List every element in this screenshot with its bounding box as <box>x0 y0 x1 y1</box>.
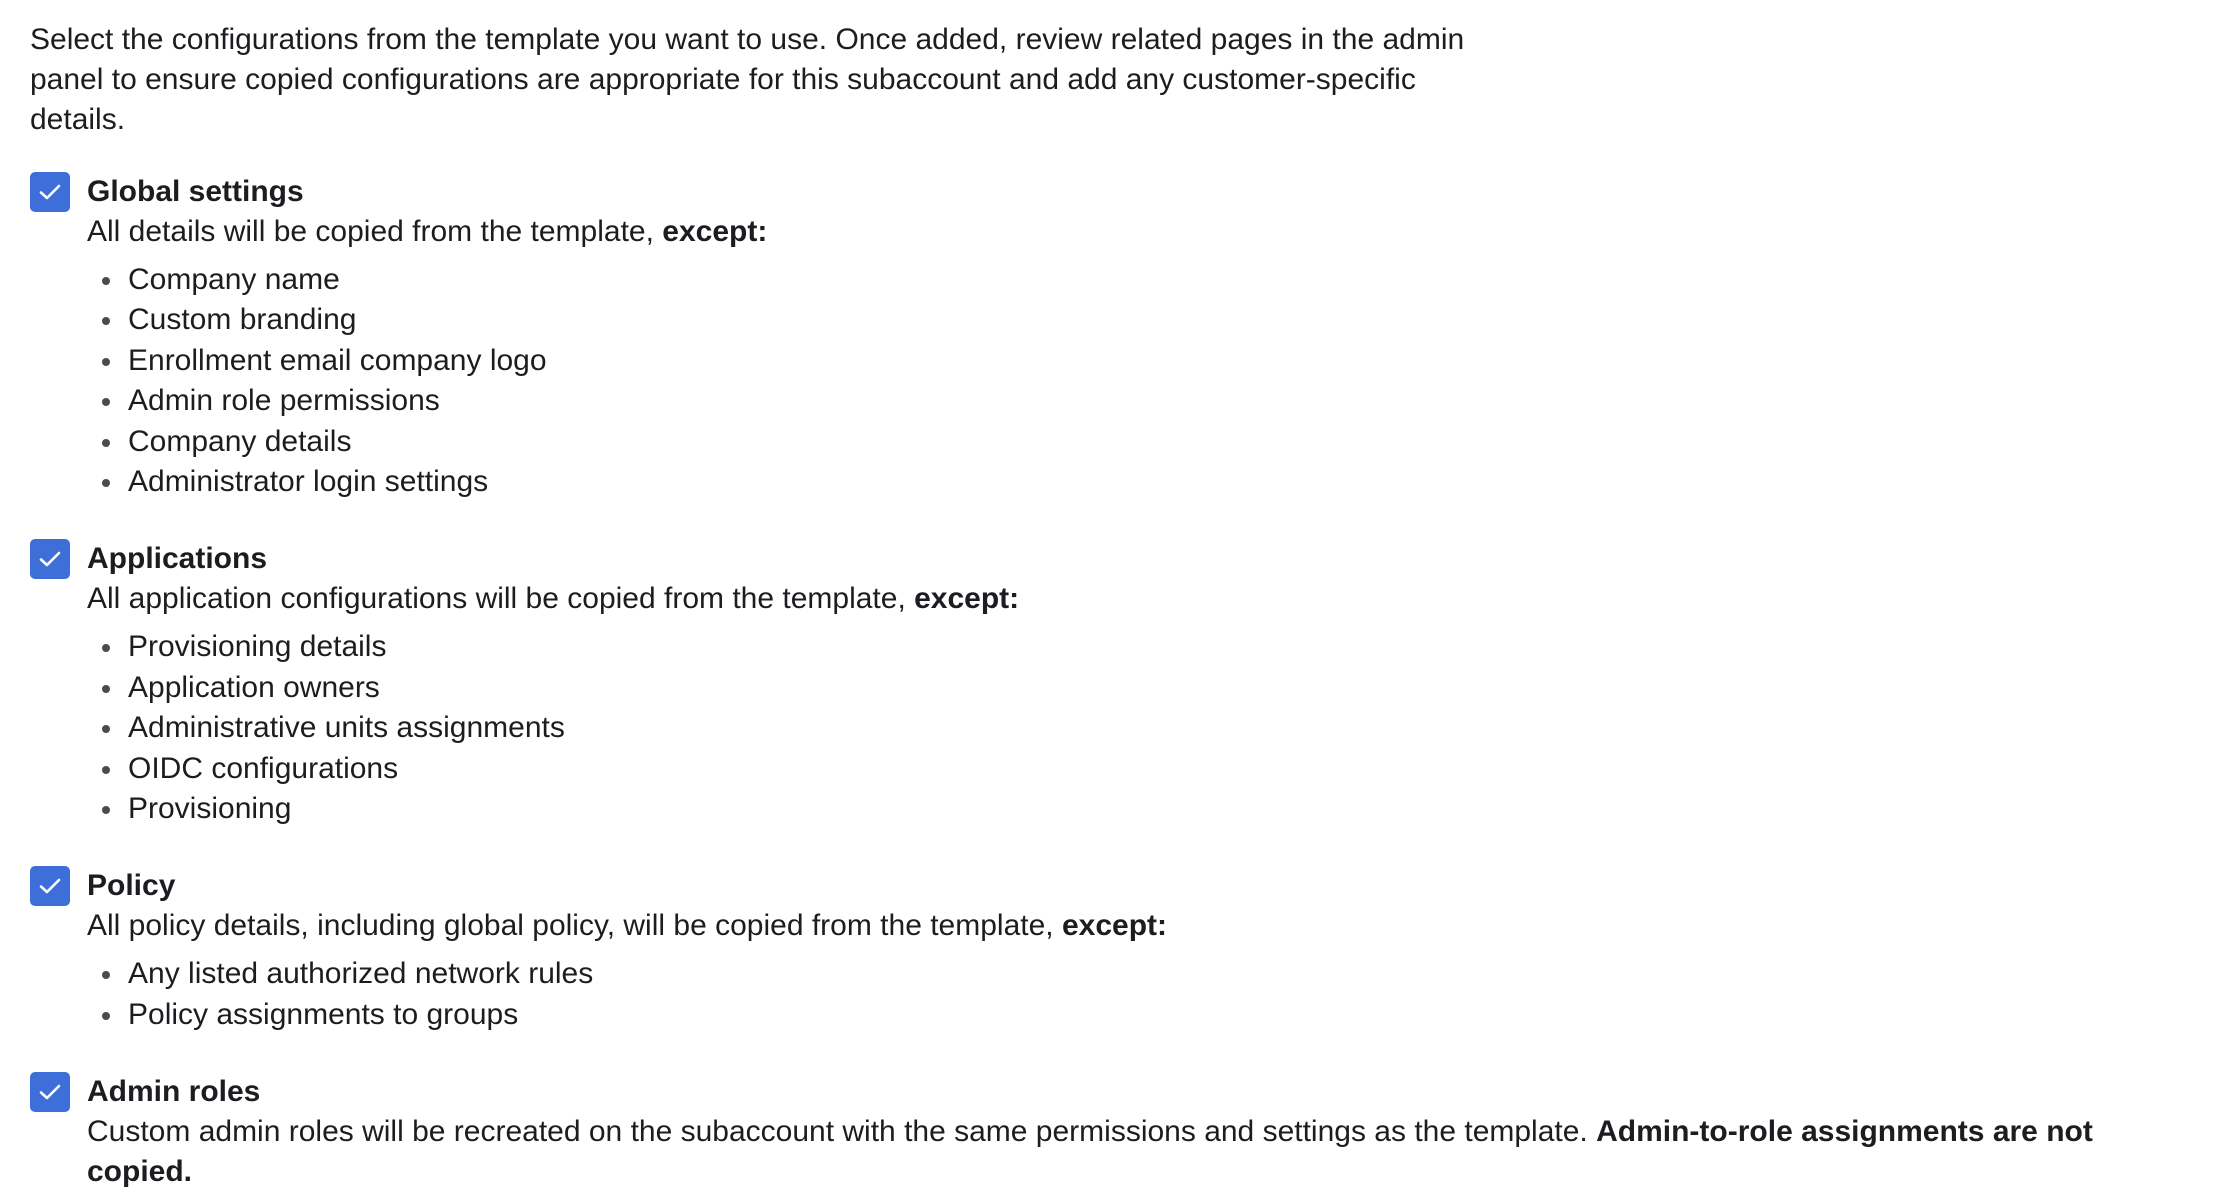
list-item: Custom branding <box>87 300 2185 340</box>
section-description: All application configurations will be copied from the template, except: <box>87 582 1020 616</box>
exceptions-list <box>87 260 2185 502</box>
section-description: All policy details, including global policy, will be copied from the template, except: <box>87 909 1167 943</box>
list-item: Admin role permissions <box>87 381 2185 421</box>
global-settings-checkbox[interactable] <box>30 172 70 212</box>
section-global-settings <box>30 172 2185 502</box>
list-item: Company details <box>87 422 2185 462</box>
list-item: Policy assignments to groups <box>87 995 2185 1035</box>
section-title: Global settings <box>87 175 304 208</box>
section-description: All details will be copied from the template, except: <box>87 215 768 248</box>
list-item: Provisioning details <box>87 627 2185 667</box>
section-title: Applications <box>87 542 268 576</box>
list-item: Enrollment email company logo <box>87 341 2185 381</box>
section-policy <box>30 866 2185 1035</box>
checkmark-icon <box>39 878 61 894</box>
intro-line-3: details. <box>30 103 126 136</box>
section-admin-roles <box>30 1072 2185 1192</box>
intro-text <box>30 20 1530 140</box>
applications-checkbox[interactable] <box>30 539 70 579</box>
list-item: Any listed authorized network rules <box>87 954 2185 994</box>
checkmark-icon <box>39 1084 61 1100</box>
section-header <box>30 1072 2185 1112</box>
section-title: Policy <box>87 869 176 903</box>
intro-line-1: Select the configurations from the template you want to use. Once added, review related pages in the admin <box>30 23 1465 56</box>
list-item: Administrative units assignments <box>87 708 2185 748</box>
policy-checkbox[interactable] <box>30 866 70 906</box>
list-item: OIDC configurations <box>87 749 2185 789</box>
checkmark-icon <box>39 184 61 200</box>
checkmark-icon <box>39 551 61 567</box>
section-description: Custom admin roles will be recreated on the subaccount with the same permissions and settings as the template. Admin-to-role assignments are not copied. <box>87 1115 2093 1189</box>
exceptions-list <box>87 627 2185 829</box>
section-header <box>30 866 2185 906</box>
list-item: Company name <box>87 260 2185 300</box>
list-item: Provisioning <box>87 789 2185 829</box>
list-item: Application owners <box>87 668 2185 708</box>
admin-roles-checkbox[interactable] <box>30 1072 70 1112</box>
intro-line-2: panel to ensure copied configurations are appropriate for this subaccount and add any customer-specific <box>30 63 1416 96</box>
list-item: Administrator login settings <box>87 462 2185 502</box>
section-header <box>30 172 2185 212</box>
section-title: Admin roles <box>87 1075 261 1109</box>
section-header <box>30 539 2185 579</box>
exceptions-list <box>87 954 2185 1035</box>
section-applications <box>30 539 2185 829</box>
